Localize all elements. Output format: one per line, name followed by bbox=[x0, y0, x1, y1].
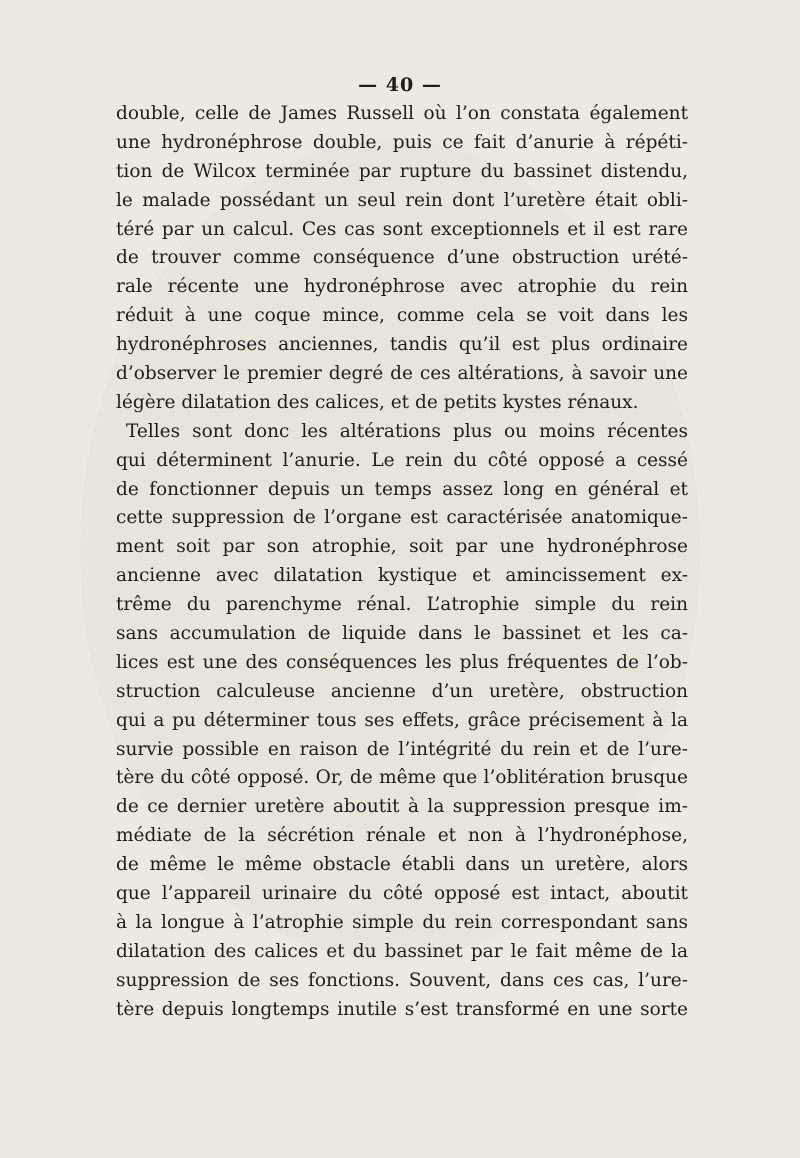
text-line: une hydronéphrose double, puis ce fait d’anurie à répéti- bbox=[116, 131, 688, 153]
text-line: cette suppression de l’organe est caractérisée anatomique- bbox=[116, 507, 688, 529]
text-line: Telles sont donc les altérations plus ou moins récentes bbox=[126, 420, 688, 442]
text-line: tère du côté opposé. Or, de même que l’oblitération brusque bbox=[116, 767, 688, 789]
text-line: rale récente une hydronéphrose avec atrophie du rein bbox=[116, 276, 688, 298]
text-line: médiate de la sécrétion rénale et non à l’hydronéphose, bbox=[116, 825, 688, 847]
text-line: tère depuis longtemps inutile s’est transformé en une sorte bbox=[116, 998, 688, 1020]
text-line: ancienne avec dilatation kystique et amincissement ex- bbox=[116, 565, 688, 587]
text-line: de ce dernier uretère aboutit à la suppression presque im- bbox=[116, 796, 688, 818]
text-line: tion de Wilcox terminée par rupture du bassinet distendu, bbox=[116, 160, 688, 182]
text-line: à la longue à l’atrophie simple du rein correspondant sans bbox=[116, 911, 688, 933]
text-line: de fonctionner depuis un temps assez long en général et bbox=[116, 478, 688, 500]
text-line: légère dilatation des calices, et de petits kystes rénaux. bbox=[116, 391, 639, 413]
text-line: qui a pu déterminer tous ses effets, grâce précisement à la bbox=[116, 709, 688, 731]
text-line: que l’appareil urinaire du côté opposé est intact, aboutit bbox=[116, 883, 688, 905]
text-line: double, celle de James Russell où l’on constata également bbox=[116, 103, 688, 124]
text-line: survie possible en raison de l’intégrité du rein et de l’ure- bbox=[116, 738, 688, 760]
text-line: de même le même obstacle établi dans un uretère, alors bbox=[116, 854, 688, 876]
page-number: — 40 — bbox=[358, 74, 442, 96]
text-line: réduit à une coque mince, comme cela se voit dans les bbox=[116, 305, 688, 327]
text-line: hydronéphroses anciennes, tandis qu’il est plus ordinaire bbox=[116, 334, 688, 356]
text-line: le malade possédant un seul rein dont l’uretère était obli- bbox=[116, 189, 688, 211]
text-line: dilatation des calices et du bassinet par le fait même de la bbox=[116, 940, 688, 962]
body-text bbox=[116, 100, 688, 1025]
text-line: téré par un calcul. Ces cas sont exceptionnels et il est rare bbox=[116, 218, 688, 240]
text-line: ment soit par son atrophie, soit par une hydronéphrose bbox=[116, 536, 688, 558]
text-line: d’observer le premier degré de ces altérations, à savoir une bbox=[116, 363, 688, 385]
text-line: trême du parenchyme rénal. L’atrophie simple du rein bbox=[116, 594, 688, 616]
text-line: sans accumulation de liquide dans le bassinet et les ca- bbox=[116, 623, 688, 645]
text-line: lices est une des conséquences les plus fréquentes de l’ob- bbox=[116, 651, 688, 673]
text-line: de trouver comme conséquence d’une obstruction urété- bbox=[116, 247, 688, 269]
text-line: struction calculeuse ancienne d’un uretère, obstruction bbox=[116, 680, 688, 702]
text-line: suppression de ses fonctions. Souvent, dans ces cas, l’ure- bbox=[116, 969, 688, 991]
text-line: qui déterminent l’anurie. Le rein du côté opposé a cessé bbox=[116, 449, 688, 471]
